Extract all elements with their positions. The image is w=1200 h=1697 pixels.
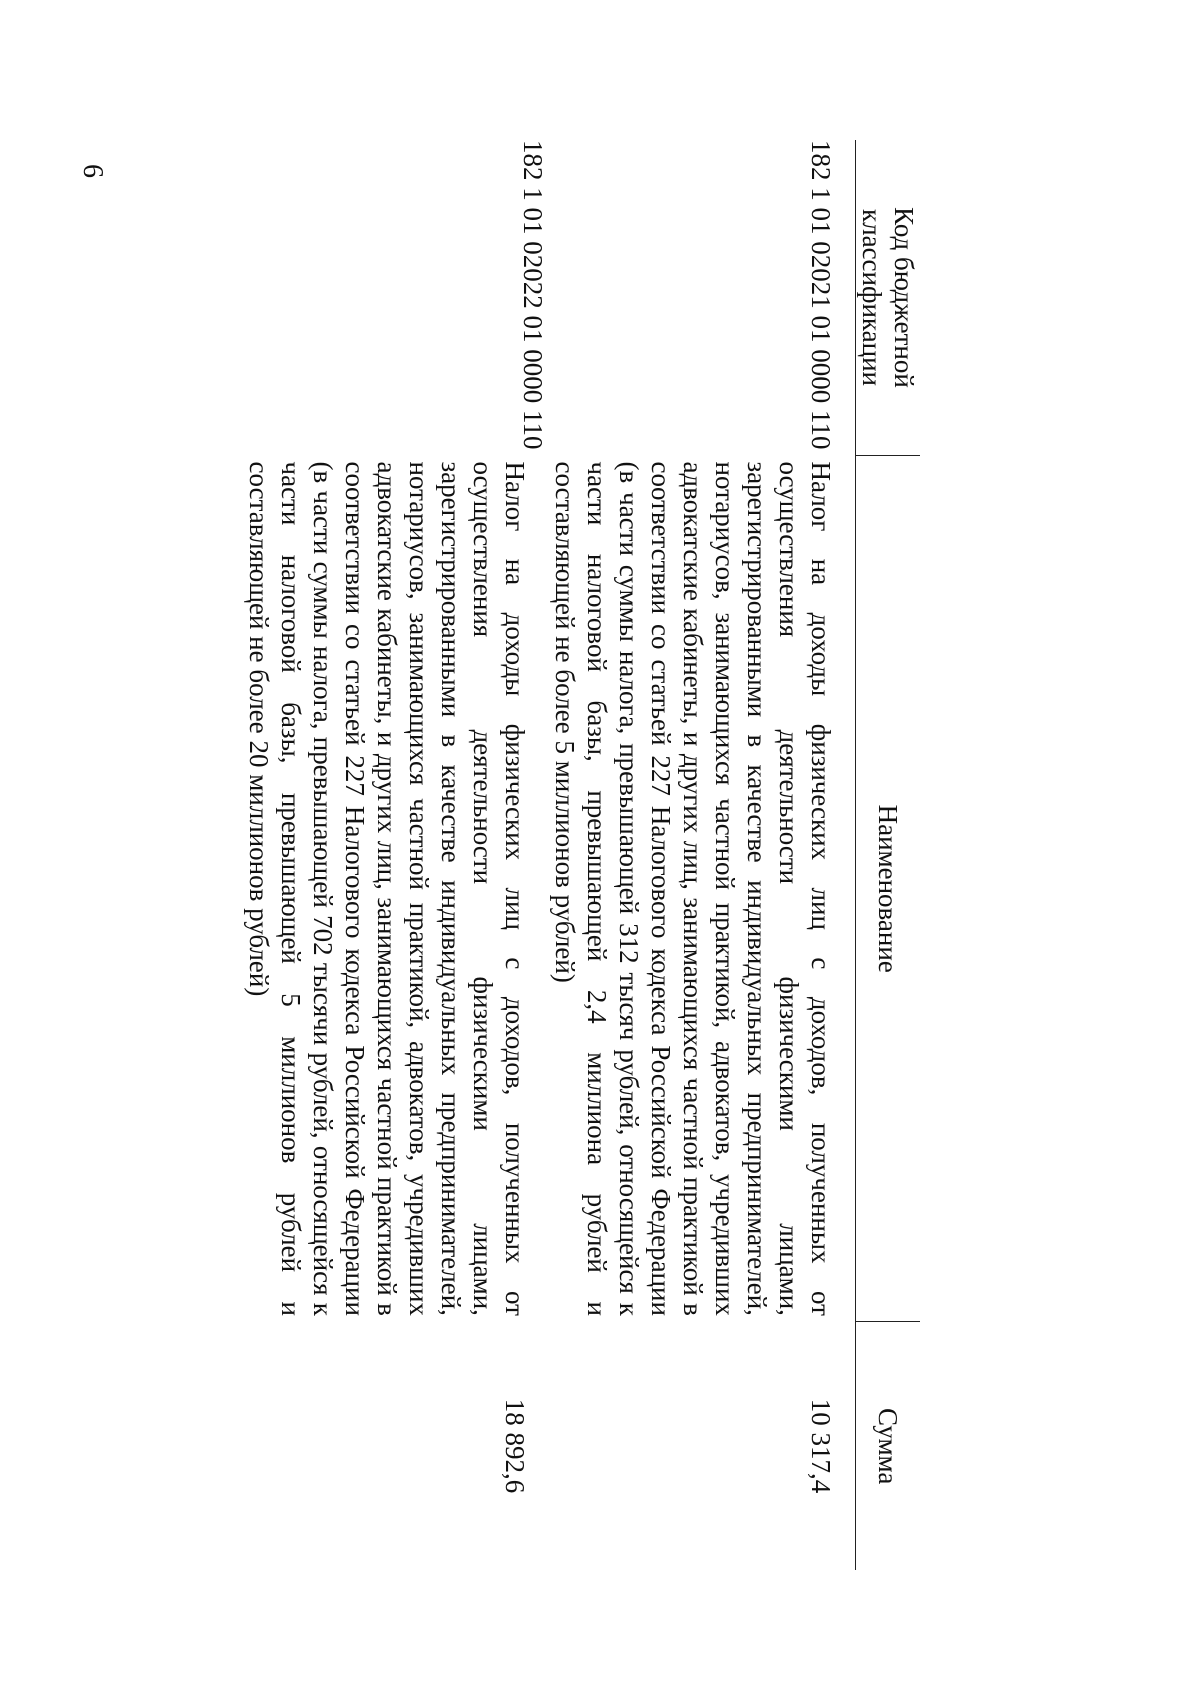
- row-name: [243, 456, 549, 1322]
- row-code: 182 1 01 02022 01 0000 110: [518, 140, 548, 450]
- budget-table: [243, 140, 920, 1570]
- table-row: [549, 140, 856, 1570]
- page-number: 6: [77, 164, 108, 178]
- header-code: Код бюджетной классификации: [856, 140, 921, 456]
- row-code: 182 1 01 02021 01 0000 110: [806, 140, 836, 450]
- row-name-text: Налог на доходы физических лиц с доходов, полученных от осуществления деятельности физическими лицами, зарегистрированными в качестве индивидуальных предпринимателей, нотариусов, занимающихся частной практикой, адвокатов, учредивших адвокатские кабинеты, и других лиц, занимающихся частной практикой в соответствии со статьей 227 Налогового кодекса Российской Федерации (в части суммы налога, превышающей 312 тысяч рублей, относящейся к части налоговой базы, превышающей 2,4 миллиона рублей и составляющей не более 5 миллионов рублей): [550, 461, 836, 1316]
- row-name-text: Налог на доходы физических лиц с доходов, полученных от осуществления деятельности физическими лицами, зарегистрированными в качестве индивидуальных предпринимателей, нотариусов, занимающихся частной практикой, адвокатов, учредивших адвокатские кабинеты, и других лиц, занимающихся частной практикой в соответствии со статьей 227 Налогового кодекса Российской Федерации (в части суммы налога, превышающей 702 тысячи рублей, относящейся к части налоговой базы, превышающей 5 миллионов рублей и составляющей не более 20 миллионов рублей): [244, 461, 530, 1316]
- table-row: [243, 140, 549, 1570]
- row-name: [549, 456, 856, 1322]
- row-sum: 10 317,4: [806, 1398, 836, 1494]
- header-name: Наименование: [856, 456, 921, 1322]
- row-sum: 18 892,6: [500, 1398, 530, 1494]
- table-header-row: [856, 140, 921, 1570]
- rotated-page-content: [160, 140, 920, 1620]
- header-sum: Сумма: [856, 1322, 921, 1570]
